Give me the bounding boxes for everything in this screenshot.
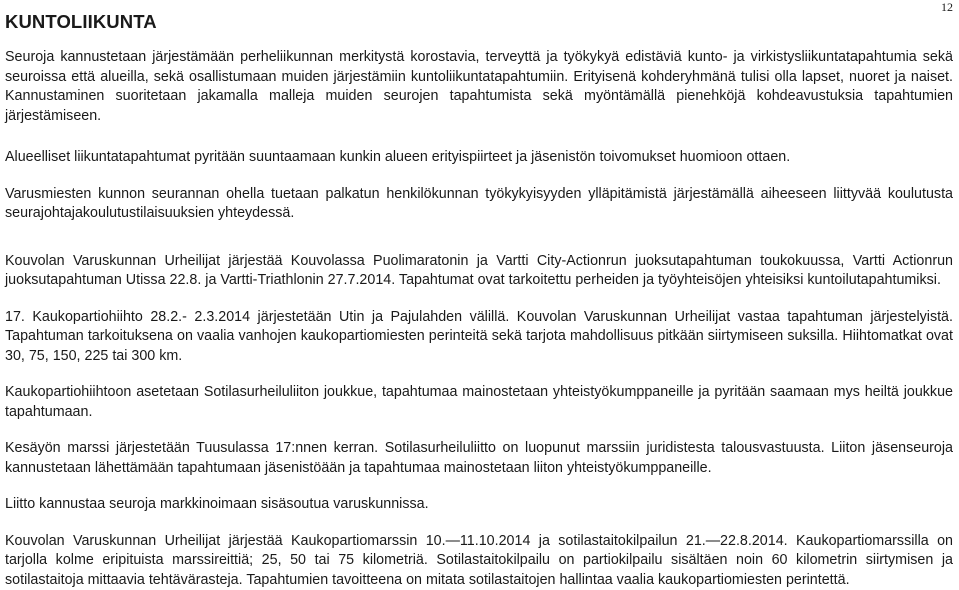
paragraph-kouvola-events: Kouvolan Varuskunnan Urheilijat järjestää Kouvolassa Puolimaratonin ja Vartti City-Actionrun juoksutapahtuman toukokuussa, Vartti Actionrun juoksutapahtuman Utissa 22.8. ja Vartti-Triathlonin 27.7.2014. Tapahtumat ovat tarkoitettu perheiden ja työyhteisöjen yhteisiksi kuntoilutapahtumiksi. [5, 252, 953, 291]
paragraph-conscript-fitness: Varusmiesten kunnon seurannan ohella tuetaan palkatun henkilökunnan työkykyisyyden ylläpitämistä järjestämällä aiheeseen liittyvää koulutusta seurajohtajakoulutustilaisuuksien yhteydessä. [5, 185, 953, 224]
paragraph-ski-team: Kaukopartiohiihtoon asetetaan Sotilasurheiluliiton joukkue, tapahtumaa mainostetaan yhteistyökumppaneille ja pyritään saamaan mys heiltä joukkue tapahtumaan. [5, 383, 953, 422]
section-heading: KUNTOLIIKUNTA [5, 0, 953, 33]
paragraph-indoor-rowing: Liitto kannustaa seuroja markkinoimaan sisäsoutua varuskunnissa. [5, 495, 953, 515]
paragraph-regional-events: Alueelliset liikuntatapahtumat pyritään suuntaamaan kunkin alueen erityispiirteet ja jäsenistön toivomukset huomioon ottaen. [5, 148, 953, 168]
paragraph-ski-trek: 17. Kaukopartiohiihto 28.2.- 2.3.2014 järjestetään Utin ja Pajulahden välillä. Kouvolan Varuskunnan Urheilijat vastaa tapahtuman järjestelyistä. Tapahtuman tarkoituksena on vaalia vanhojen kaukopartiomiesten perinteitä sekä tarjota mahdollisuus pitkään siirtymiseen suksilla. Hiihtomatkat ovat 30, 75, 150, 225 tai 300 km. [5, 308, 953, 367]
page-number: 12 [941, 0, 953, 14]
paragraph-family-sports: Seuroja kannustetaan järjestämään perheliikunnan merkitystä korostavia, terveyttä ja työkykyä edistäviä kunto- ja virkistysliikuntatapahtumia sekä seuroissa että alueilla, sekä osallistumaan muiden järjestämiin kuntoliikuntatapahtumiin. Erityisenä kohderyhmänä tulisi olla lapset, nuoret ja naiset. Kannustaminen suoritetaan jakamalla malleja muiden seurojen tapahtumista sekä myöntämällä pienehköjä kohdeavustuksia tapahtumien järjestämiseen. [5, 48, 953, 126]
paragraph-summer-march: Kesäyön marssi järjestetään Tuusulassa 17:nnen kerran. Sotilasurheiluliitto on luopunut marssiin juridistesta talousvastuusta. Liiton jäsenseuroja kannustetaan lähettämään tapahtumaan jäsenistöään ja tapahtumaa mainostetaan liiton yhteistyökumppaneille. [5, 439, 953, 478]
paragraph-long-range-march: Kouvolan Varuskunnan Urheilijat järjestää Kaukopartiomarssin 10.—11.10.2014 ja sotilastaitokilpailun 21.—22.8.2014. Kaukopartiomarssilla on tarjolla kolme eripituista marssireittiä; 25, 50 tai 75 kilometriä. Sotilastaitokilpailu on partiokilpailu sisältäen noin 60 kilometrin siirtymisen ja sotilastaitoja mittaavia tehtävärasteja. Tapahtumien tavoitteena on mitata sotilastaitojen hallintaa vaalia kaukopartiomiesten perintettä. [5, 532, 953, 590]
